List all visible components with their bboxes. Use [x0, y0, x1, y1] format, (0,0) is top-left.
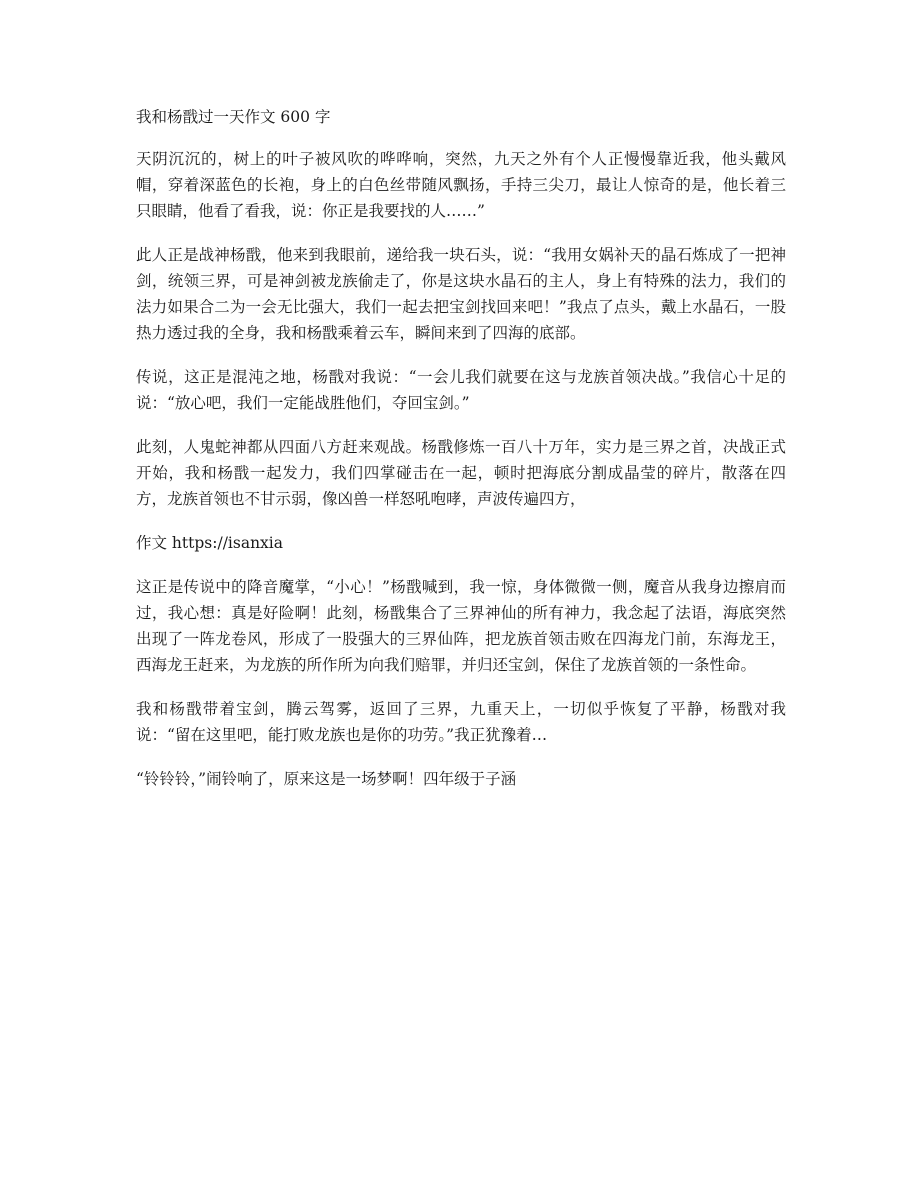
source-line: 作文 https://isanxia	[136, 534, 283, 552]
paragraph-1: 天阴沉沉的，树上的叶子被风吹的哗哗响，突然，九天之外有个人正慢慢靠近我，他头戴风帽，穿着深蓝色的长袍，身上的白色丝带随风飘扬，手持三尖刀，最让人惊奇的是，他长着三只眼睛，他看了看我，说：你正是我要找的人……”	[136, 150, 786, 220]
document-body	[136, 104, 786, 810]
paragraph-5: 这正是传说中的降音魔掌，“小心！”杨戬喊到，我一惊，身体微微一侧，魔音从我身边擦肩而过，我心想：真是好险啊！此刻，杨戬集合了三界神仙的所有神力，我念起了法语，海底突然出现了一阵龙卷风，形成了一股强大的三界仙阵，把龙族首领击败在四海龙门前，东海龙王，西海龙王赶来，为龙族的所作所为向我们赔罪，并归还宝剑，保住了龙族首领的一条性命。	[136, 578, 786, 674]
paragraph-2: 此人正是战神杨戬，他来到我眼前，递给我一块石头，说：“我用女娲补天的晶石炼成了一把神剑，统领三界，可是神剑被龙族偷走了，你是这块水晶石的主人，身上有特殊的法力，我们的法力如果合二为一会无比强大，我们一起去把宝剑找回来吧！”我点了点头，戴上水晶石，一股热力透过我的全身，我和杨戬乘着云车，瞬间来到了四海的底部。	[136, 246, 786, 342]
paragraph-4: 此刻，人鬼蛇神都从四面八方赶来观战。杨戬修炼一百八十万年，实力是三界之首，决战正式开始，我和杨戬一起发力，我们四掌碰击在一起，顿时把海底分割成晶莹的碎片，散落在四方，龙族首领也不甘示弱，像凶兽一样怒吼咆哮，声波传遍四方，	[136, 438, 786, 508]
paragraph-7: “铃铃铃，”闹铃响了，原来这是一场梦啊！四年级于子涵	[136, 770, 517, 788]
document-title: 我和杨戬过一天作文 600 字	[136, 108, 331, 126]
paragraph-3: 传说，这正是混沌之地，杨戬对我说：“一会儿我们就要在这与龙族首领决战。”我信心十足的说：“放心吧，我们一定能战胜他们，夺回宝剑。”	[136, 368, 786, 412]
paragraph-6: 我和杨戬带着宝剑，腾云驾雾，返回了三界，九重天上，一切似乎恢复了平静，杨戬对我说：“留在这里吧，能打败龙族也是你的功劳。”我正犹豫着…	[136, 700, 786, 744]
